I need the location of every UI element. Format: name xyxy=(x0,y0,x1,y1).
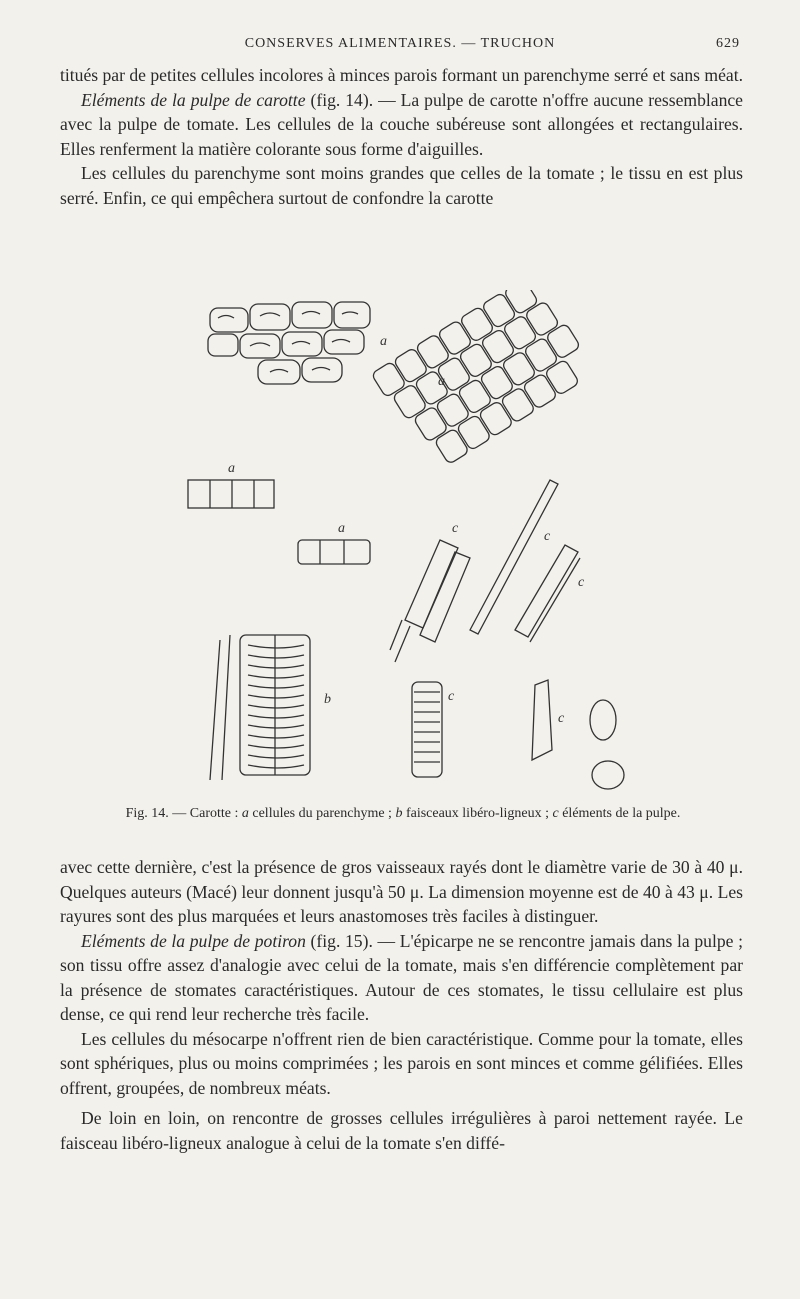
text-block-bottom xyxy=(60,855,743,1155)
label-a-2: a xyxy=(438,374,445,389)
paragraph-potiron-body: (fig. 15). — L'épicarpe ne se rencontre jamais dans la pulpe ; son tissu offre assez d'analogie avec celui de la tomate, mais s'en différencie complètement par la présence de stomates caractéristiques. Autour de ces stomates, le tissu cellulaire est plus dense, ce qui rend leur recherche très facile. xyxy=(60,930,744,1024)
label-a-1: a xyxy=(380,334,387,349)
paragraph-continuation: titués par de petites cellules incolores à minces parois formant un parenchyme serré et sans méat. xyxy=(60,65,743,85)
text-block-top xyxy=(60,63,743,210)
label-c-2: c xyxy=(544,529,551,544)
label-a-3: a xyxy=(228,461,235,476)
figure-illustration xyxy=(180,290,650,800)
parenchyma-cells-group-2 xyxy=(371,290,596,474)
section-heading-potiron: Eléments de la pulpe de potiron xyxy=(81,930,306,951)
elongated-elements xyxy=(390,480,580,662)
label-c-1: c xyxy=(452,521,459,536)
paragraph-mesocarpe: Les cellules du mésocarpe n'offrent rien de bien caractéristique. Comme pour la tomate, elles sont sphériques, plus ou moins comprimées ; les parois en sont minces et comme gélifiées. Elles offrent, groupées, de nombreux méats. xyxy=(60,1028,743,1098)
page-number: 629 xyxy=(716,36,740,51)
paragraph-carotte xyxy=(60,88,743,162)
caption-label-b: b xyxy=(395,806,403,821)
caption-dash: — Carotte : xyxy=(168,806,242,821)
pulp-elements xyxy=(412,680,624,789)
section-heading-carotte: Eléments de la pulpe de carotte xyxy=(81,89,306,110)
running-title: CONSERVES ALIMENTAIRES. — TRUCHON xyxy=(244,36,556,51)
vascular-bundles xyxy=(210,635,310,780)
caption-a-text: cellules du parenchyme ; xyxy=(248,806,396,821)
caption-b-text: faisceaux libéro-ligneux ; xyxy=(402,806,553,821)
caption-label-a: a xyxy=(241,806,249,821)
paragraph-parenchyme: Les cellules du parenchyme sont moins grandes que celles de la tomate ; le tissu en est plus serré. Enfin, ce qui empêchera surtout de confondre la carotte xyxy=(60,163,743,208)
caption-label-c: c xyxy=(552,806,559,821)
running-header xyxy=(60,36,740,58)
label-c-4: c xyxy=(448,689,455,704)
figure-caption xyxy=(58,806,748,822)
figure-labels xyxy=(228,334,585,726)
paragraph-vaisseaux: avec cette dernière, c'est la présence de gros vaisseaux rayés dont le diamètre varie de 30 à 40 μ. Quelques auteurs (Macé) leur donnent jusqu'à 50 μ. La dimension moyenne est de 40 à 43 μ. Les rayures sont des plus marquées et leurs anastomoses très faciles à distinguer. xyxy=(60,857,743,926)
paragraph-carotte-body: (fig. 14). — La pulpe de carotte n'offre aucune ressemblance avec la pulpe de tomate. Les cellules de la couche subéreuse sont allongées et rectangulaires. Elles renferment la matière colorante sous forme d'aiguilles. xyxy=(60,89,743,159)
parenchyma-cells-group-1 xyxy=(208,302,370,384)
paragraph-potiron xyxy=(60,929,743,1027)
label-a-4: a xyxy=(338,521,345,536)
label-b: b xyxy=(324,692,331,707)
paragraph-grosses-cellules: De loin en loin, on rencontre de grosses cellules irrégulières à paroi nettement rayée. Le faisceau libéro-ligneux analogue à celui de la tomate s'en diffé- xyxy=(60,1108,743,1153)
label-c-3: c xyxy=(578,575,585,590)
caption-number: Fig. 14. xyxy=(125,806,169,821)
label-c-5: c xyxy=(558,711,565,726)
caption-c-text: éléments de la pulpe. xyxy=(558,806,681,821)
figure-14 xyxy=(180,290,650,800)
